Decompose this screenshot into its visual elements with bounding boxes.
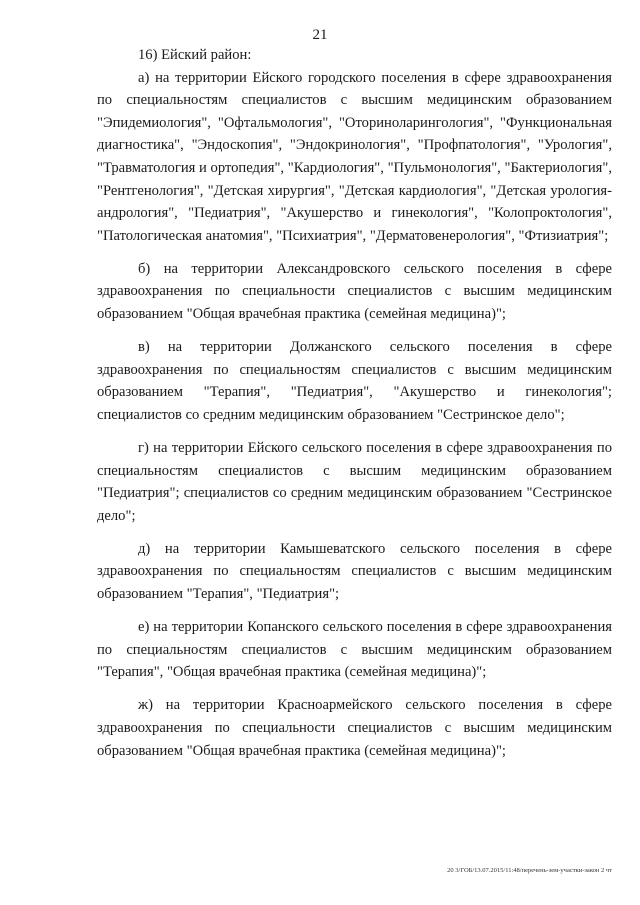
section-heading: 16) Ейский район: xyxy=(138,47,252,63)
paragraph-e: е) на территории Копанского сельского поселения в сфере здравоохранения по специальностям специалистов с высшим медицинским образованием "Терапия", "Общая врачебная практика (семейная медицина)"; xyxy=(97,619,612,681)
paragraph-b: б) на территории Александровского сельского поселения в сфере здравоохранения по специальности специалистов с высшим медицинским образованием "Общая врачебная практика (семейная медицина)"; xyxy=(97,260,612,323)
paragraph-a: а) на территории Ейского городского поселения в сфере здравоохранения по специальностям специалистов с высшим медицинским образованием "Эпидемиология", "Офтальмология", "Оториноларингология", "Функциональная диагностика", "Эндоскопия", "Эндокринология", "Профпатология", "Урология", "Травматология и ортопедия", "Кардиология", "Пульмонология", "Бактериология", "Рентгенология", "Детская хирургия", "Детская кардиология", "Детская урология-андрология", "Педиатрия", "Акушерство и гинекология", "Колопроктология", "Патологическая анатомия", "Психиатрия", "Дерматовенерология", "Фтизиатрия"; xyxy=(97,69,612,244)
paragraph-zh: ж) на территории Красноармейского сельского поселения в сфере здравоохранения по специальности специалистов с высшим медицинским образованием "Общая врачебная практика (семейная медицина)"; xyxy=(97,697,612,759)
paragraph-g: г) на территории Ейского сельского поселения в сфере здравоохранения по специальностям специалистов с высшим медицинским образованием "Педиатрия"; специалистов со средним медицинским образованием "Сестринское дело"; xyxy=(97,440,612,524)
footer-document-code: 20 3/ГОБ/13.07.2015/11:48/перечень-зем-участки-закон 2 чт xyxy=(447,867,612,874)
paragraph-d: д) на территории Камышеватского сельского поселения в сфере здравоохранения по специальностям специалистов с высшим медицинским образованием "Терапия", "Педиатрия"; xyxy=(97,540,612,603)
document-body xyxy=(97,44,612,773)
page-number: 21 xyxy=(312,27,328,43)
paragraph-v: в) на территории Должанского сельского поселения в сфере здравоохранения по специальностям специалистов с высшим медицинским образованием "Терапия", "Педиатрия", "Акушерство и гинекология"; специалистов со средним медицинским образованием "Сестринское дело"; xyxy=(97,339,612,423)
